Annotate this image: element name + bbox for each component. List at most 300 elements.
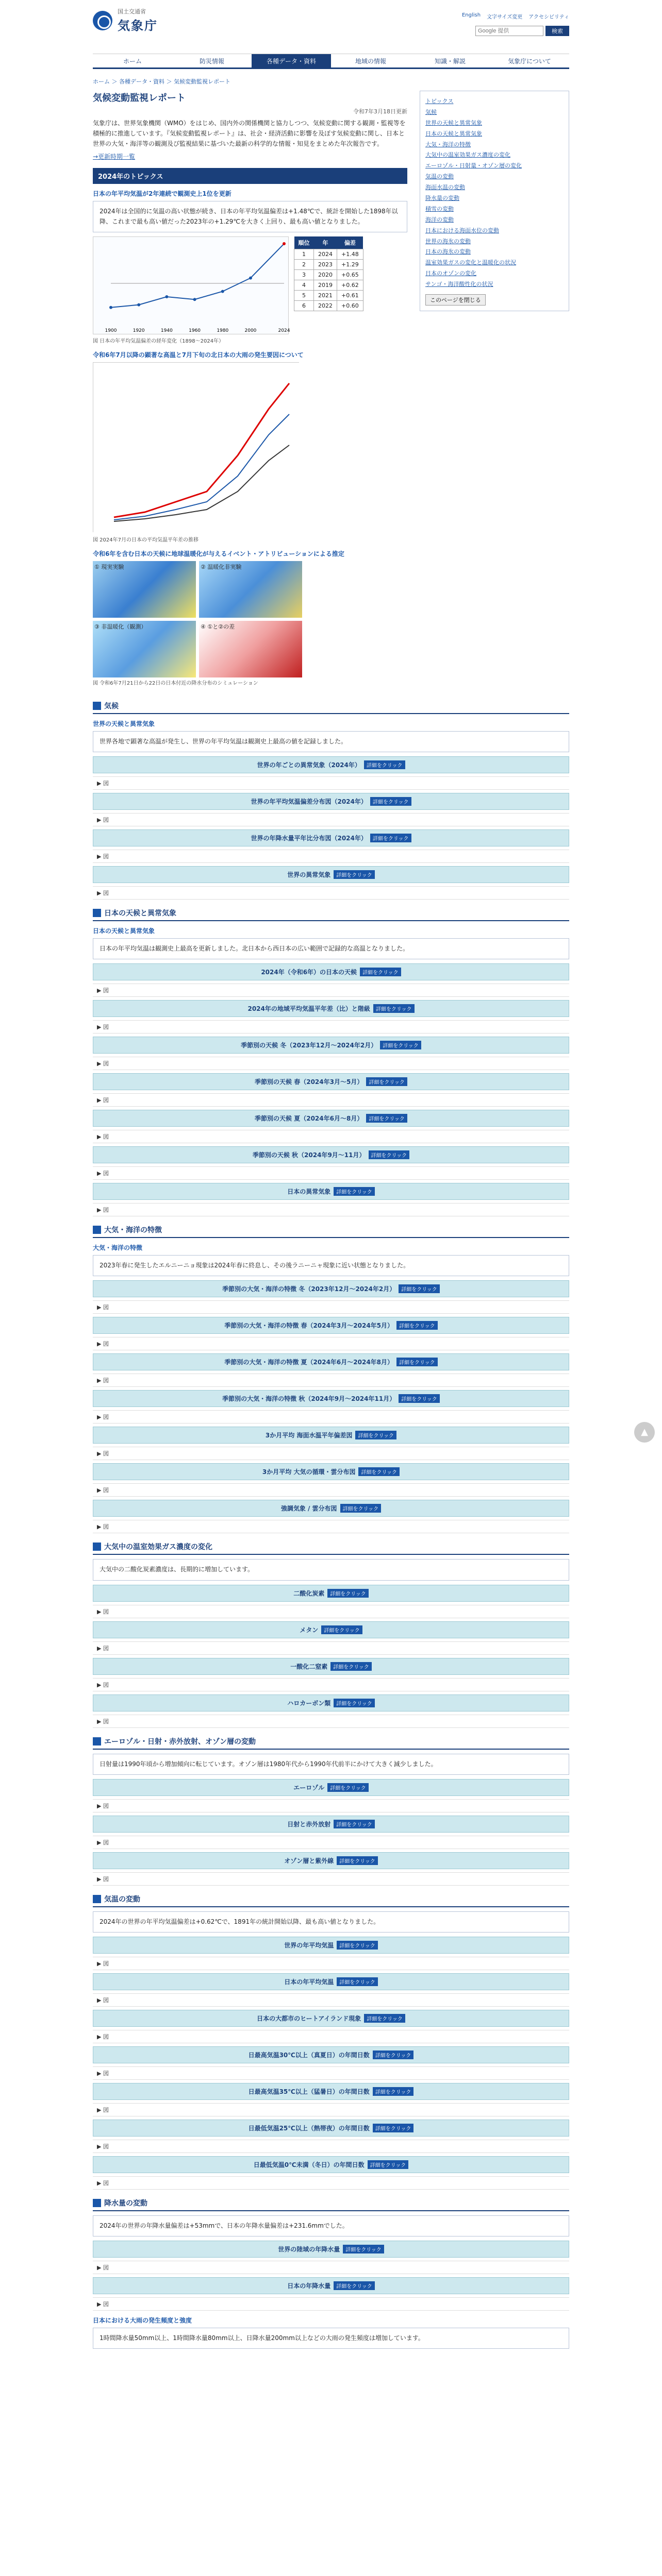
figure-label: 図	[103, 1024, 109, 1031]
sidebar-item[interactable]: サンゴ・海洋酸性化の状況	[425, 281, 493, 288]
sidebar-item[interactable]: 降水量の変動	[425, 195, 459, 202]
update-schedule-link[interactable]: →更新時期一覧	[93, 153, 136, 161]
sidebar-item[interactable]: トピックス	[425, 98, 454, 105]
report-label: 世界の年平均気温	[284, 1941, 334, 1949]
expand-icon: ▶	[97, 1875, 103, 1883]
data-point	[249, 276, 252, 279]
heavy-rain-subtitle[interactable]: 日本における大雨の発生頻度と強度	[93, 2317, 192, 2325]
figure-row[interactable]	[93, 2176, 569, 2190]
table-row: 2 2023 +1.29	[294, 259, 363, 269]
report-label: 季節別の天候 春（2024年3月〜5月）	[255, 1078, 363, 1086]
report-label: 世界の年降水量平年比分布図（2024年）	[251, 834, 367, 842]
page-title: 気候変動監視レポート	[93, 93, 186, 104]
report-label: 二酸化炭素	[293, 1589, 325, 1597]
figure-row[interactable]	[93, 2066, 569, 2080]
detail-badge[interactable]: 詳細をクリック	[373, 2087, 414, 2096]
figure-row[interactable]	[93, 2103, 569, 2116]
figure-label: 図	[103, 1608, 109, 1615]
sidebar-item[interactable]: 日本のオゾンの変化	[425, 270, 476, 277]
detail-badge[interactable]: 詳細をクリック	[321, 1625, 362, 1634]
panel-nonwarming: ② 温暖化非実験	[199, 561, 302, 618]
intro-text: 気象庁は、世界気象機関（WMO）をはじめ、国内外の関係機関と協力しつつ、気候変動に関する観測・監視等を積極的に推進しています。『気候変動監視レポート』は、社会・経済活動に影響を及ぼす気候変動に関し、日本と世界の大気・海洋等の観測及び監視結果に基づいた最新の科学的な情報・知見をまとめた年次報告です。	[93, 120, 406, 147]
report-label: 日最高気温35℃以上（猛暑日）の年間日数	[248, 2088, 370, 2095]
expand-icon: ▶	[97, 853, 103, 860]
figure-label: 図	[103, 2033, 109, 2040]
section-title	[93, 1541, 569, 1555]
nav-about[interactable]: 気象庁について	[508, 58, 551, 65]
report-link-button[interactable]	[93, 1621, 569, 1638]
detail-badge[interactable]: 詳細をクリック	[334, 1187, 375, 1196]
data-point	[221, 290, 224, 293]
detail-badge[interactable]: 詳細をクリック	[337, 1941, 378, 1950]
report-label: エーロゾル	[293, 1784, 325, 1791]
detail-badge[interactable]: 詳細をクリック	[337, 1977, 378, 1986]
report-link-button[interactable]	[93, 1500, 569, 1517]
detail-badge[interactable]: 詳細をクリック	[327, 1783, 369, 1792]
detail-badge[interactable]: 詳細をクリック	[334, 1699, 375, 1707]
figure-row[interactable]	[93, 2297, 569, 2311]
detail-badge[interactable]: 詳細をクリック	[373, 1004, 415, 1013]
detail-badge[interactable]: 詳細をクリック	[355, 1431, 396, 1439]
report-label: 季節別の天候 秋（2024年9月〜11月）	[252, 1151, 366, 1159]
section-title-text: 大気中の温室効果ガス濃度の変化	[104, 1543, 212, 1552]
expand-icon: ▶	[97, 1097, 103, 1104]
report-link-button[interactable]	[93, 1658, 569, 1675]
expand-icon: ▶	[97, 816, 103, 823]
report-label: 世界の年ごとの異常気象（2024年）	[257, 761, 361, 769]
sidebar-item[interactable]: エーロゾル・日射量・オゾン層の変化	[425, 162, 522, 170]
data-point	[283, 242, 286, 245]
sidebar-item[interactable]: 気温の変動	[425, 173, 454, 180]
expand-icon: ▶	[97, 1487, 103, 1494]
sidebar-item[interactable]: 世界の海氷の変動	[425, 238, 471, 245]
report-link-button[interactable]	[93, 2010, 569, 2027]
header-links	[462, 12, 569, 20]
detail-badge[interactable]: 詳細をクリック	[369, 1150, 410, 1159]
site-logo[interactable]: 国土交通省 気象庁	[93, 7, 158, 33]
section-summary: 2023年春に発生したエルニーニョ現象は2024年春に終息し、その後ラニーニャ現象に近い状態となりました。	[93, 1255, 569, 1276]
x-tick-label: 1980	[217, 328, 229, 333]
report-label: 世界の陸域の年降水量	[278, 2246, 340, 2253]
main-content	[93, 91, 407, 692]
report-link-button[interactable]	[93, 1037, 569, 1054]
figure-row[interactable]	[93, 850, 569, 863]
report-link-button[interactable]	[93, 2120, 569, 2137]
expand-icon: ▶	[97, 1608, 103, 1615]
sidebar-item[interactable]: 積雪の変動	[425, 205, 454, 212]
expand-icon: ▶	[97, 2179, 103, 2187]
report-label: 強調気象 / 雲分布図	[280, 1505, 337, 1513]
expand-icon: ▶	[97, 779, 103, 787]
expand-icon: ▶	[97, 1414, 103, 1421]
sidebar-item[interactable]: 気候	[425, 108, 437, 115]
figure-label: 図	[103, 779, 109, 787]
figure-label: 図	[103, 1341, 109, 1348]
report-link-button[interactable]	[93, 1852, 569, 1869]
simulation-panels	[93, 561, 407, 677]
expand-icon: ▶	[97, 1523, 103, 1531]
detail-badge[interactable]: 詳細をクリック	[380, 1041, 421, 1049]
figure-label: 図	[103, 1802, 109, 1809]
report-label: 一酸化二窒素	[290, 1663, 328, 1670]
report-label: 3か月平均 大気の循環・雲分布図	[262, 1468, 356, 1476]
nav-knowledge[interactable]: 知識・解説	[434, 58, 466, 65]
section-subtitle[interactable]: 大気・海洋の特徴	[93, 1244, 143, 1252]
data-point	[165, 295, 168, 298]
section-icon	[93, 1895, 101, 1903]
sidebar-item[interactable]: 海面水温の変動	[425, 184, 465, 191]
report-link-button[interactable]	[93, 1000, 569, 1017]
figure-label: 図	[103, 1681, 109, 1688]
figure-label: 図	[103, 1960, 109, 1967]
figure-label: 図	[103, 1207, 109, 1214]
search-button[interactable]: 検索	[545, 26, 569, 36]
expand-icon: ▶	[97, 1839, 103, 1846]
detail-badge[interactable]: 詳細をクリック	[364, 760, 405, 769]
figure-row[interactable]	[93, 1641, 569, 1655]
report-label: 日本の異常気象	[287, 1188, 331, 1196]
header-search	[475, 26, 569, 36]
topic-2-title[interactable]: 令和6年7月以降の顕著な高温と7月下旬の北日本の大雨の発生要因について	[93, 351, 304, 359]
figure-row[interactable]	[93, 1093, 569, 1107]
expand-icon: ▶	[97, 1450, 103, 1458]
figure-row[interactable]	[93, 1715, 569, 1728]
x-tick-label: 1960	[189, 328, 201, 333]
sidebar-item[interactable]: 日本の海氷の変動	[425, 248, 471, 256]
detail-badge[interactable]: 詳細をクリック	[330, 1662, 372, 1671]
section-summary: 2024年の世界の年平均気温偏差は+0.62℃で、1891年の統計開始以降、最も高い値となりました。	[93, 1911, 569, 1933]
figure-label: 図	[103, 1304, 109, 1311]
report-link-button[interactable]	[93, 2083, 569, 2100]
site-header	[0, 0, 662, 65]
figure-label: 図	[103, 1839, 109, 1846]
detail-badge[interactable]: 詳細をクリック	[399, 1284, 440, 1293]
detail-badge[interactable]: 詳細をクリック	[360, 968, 401, 976]
section-icon	[93, 2199, 101, 2207]
nav-home[interactable]: ホーム	[123, 58, 142, 65]
detail-badge[interactable]: 詳細をクリック	[337, 1856, 378, 1865]
section-summary: 日本の年平均気温は観測史上最高を更新しました。北日本から西日本の広い範囲で記録的な高温となりました。	[93, 938, 569, 959]
expand-icon: ▶	[97, 2033, 103, 2040]
detail-badge[interactable]: 詳細をクリック	[366, 1114, 407, 1123]
expand-icon: ▶	[97, 2264, 103, 2272]
detail-badge[interactable]: 詳細をクリック	[334, 1820, 375, 1828]
expand-icon: ▶	[97, 987, 103, 994]
figure-label: 図	[103, 2179, 109, 2187]
data-point	[137, 303, 140, 306]
figure-row[interactable]	[93, 1836, 569, 1849]
expand-icon: ▶	[97, 1133, 103, 1141]
figure-row[interactable]	[93, 1957, 569, 1970]
figure-row[interactable]	[93, 1447, 569, 1460]
x-tick-label: 1900	[105, 328, 117, 333]
report-sections	[93, 701, 569, 2349]
section-title-text: 日本の天候と異常気象	[104, 909, 176, 918]
panel-difference: ④ ①と②の差	[199, 621, 302, 677]
report-label: 3か月平均 海面水温平年偏差図	[265, 1432, 353, 1439]
expand-icon: ▶	[97, 1170, 103, 1177]
report-link-button[interactable]	[93, 2277, 569, 2294]
section-title	[93, 1225, 569, 1238]
figure-row[interactable]	[93, 1203, 569, 1216]
section-title-text: 降水量の変動	[104, 2199, 147, 2208]
figure-row[interactable]	[93, 1993, 569, 2007]
figure-label: 図	[103, 2301, 109, 2308]
report-link-button[interactable]	[93, 2046, 569, 2063]
detail-badge[interactable]: 詳細をクリック	[373, 2124, 414, 2132]
figure-row[interactable]	[93, 1872, 569, 1886]
heavy-rain-summary: 1時間降水量50mm以上、1時間降水量80mm以上、日降水量200mm以上などの大雨の発生頻度は増加しています。	[93, 2328, 569, 2349]
report-link-button[interactable]	[93, 2156, 569, 2173]
search-input[interactable]	[475, 26, 543, 36]
sidebar-item[interactable]: 温室効果ガスの変化と温暖化の状況	[425, 259, 516, 266]
figure-label: 図	[103, 1060, 109, 1067]
figure-label: 図	[103, 2264, 109, 2272]
figure-row[interactable]	[93, 2030, 569, 2043]
report-label: 季節別の大気・海洋の特徴 冬（2023年12月〜2024年2月）	[222, 1285, 396, 1293]
detail-badge[interactable]: 詳細をクリック	[343, 2245, 384, 2253]
topic-1-title[interactable]: 日本の年平均気温が2年連続で観測史上1位を更新	[93, 190, 231, 198]
scroll-to-top-button[interactable]: ▲	[634, 1422, 655, 1443]
figure-row[interactable]	[93, 1483, 569, 1497]
sidebar-item[interactable]: 海洋の変動	[425, 216, 454, 223]
sidebar-item[interactable]: 世界の天候と異常気象	[425, 119, 482, 126]
detail-badge[interactable]: 詳細をクリック	[396, 1321, 438, 1330]
section-title	[93, 2198, 569, 2211]
detail-badge[interactable]: 詳細をクリック	[334, 870, 375, 879]
detail-badge[interactable]: 詳細をクリック	[370, 834, 411, 842]
figure-label: 図	[103, 2070, 109, 2077]
report-link-button[interactable]	[93, 793, 569, 810]
close-page-button[interactable]: このページを閉じる	[425, 294, 486, 306]
sidebar	[420, 91, 569, 692]
report-link-button[interactable]	[93, 1816, 569, 1833]
report-link-button[interactable]	[93, 1390, 569, 1407]
july-temperature-chart	[93, 362, 299, 532]
section-title-text: エーロゾル・日射・赤外放射、オゾン層の変動	[104, 1737, 256, 1746]
figure-row[interactable]	[93, 813, 569, 826]
report-label: オゾン層と紫外線	[284, 1857, 334, 1865]
report-label: 世界の異常気象	[287, 871, 331, 878]
x-tick-label: 1920	[133, 328, 145, 333]
detail-badge[interactable]: 詳細をクリック	[364, 2014, 405, 2023]
figure-row[interactable]	[93, 1678, 569, 1691]
section-summary: 世界各地で顕著な高温が発生し、世界の年平均気温は観測史上最高の値を記録しました。	[93, 731, 569, 752]
figure-label: 図	[103, 1377, 109, 1384]
figure-row[interactable]	[93, 1520, 569, 1533]
detail-badge[interactable]: 詳細をクリック	[366, 1077, 407, 1086]
section-icon	[93, 909, 101, 917]
expand-icon: ▶	[97, 1341, 103, 1348]
figure-row[interactable]	[93, 1166, 569, 1180]
ranking-table	[294, 236, 363, 311]
report-link-button[interactable]	[93, 1779, 569, 1796]
detail-badge[interactable]: 詳細をクリック	[373, 2050, 414, 2059]
report-link-button[interactable]	[93, 1585, 569, 1602]
topic-1-caption: 図 日本の年平均気温偏差の経年変化（1898〜2024年）	[93, 338, 224, 344]
figure-label: 図	[103, 1133, 109, 1141]
nav-data[interactable]: 各種データ・資料	[252, 54, 331, 67]
figure-row[interactable]	[93, 1337, 569, 1350]
topic-3-title[interactable]: 令和6年を含む日本の天候に地球温暖化が与えるイベント・アトリビューションによる推定	[93, 550, 344, 557]
x-tick-label: 1940	[160, 328, 173, 333]
breadcrumb[interactable]: ホーム ＞ 各種データ・資料 ＞ 気候変動監視レポート	[93, 78, 230, 85]
anomaly-line	[111, 244, 284, 308]
anomaly-col: 偏差	[337, 236, 363, 249]
figure-row[interactable]	[93, 1410, 569, 1423]
expand-icon: ▶	[97, 889, 103, 896]
topic-3-caption: 図 令和6年7月21日から22日の日本付近の降水分布のシミュレーション	[93, 680, 258, 686]
expand-icon: ▶	[97, 1996, 103, 2004]
panel-observed: ③ 非温暖化（観測）	[93, 621, 196, 677]
report-link-button[interactable]	[93, 2241, 569, 2258]
x-tick-label: 2024	[278, 328, 290, 333]
section-icon	[93, 1543, 101, 1551]
report-link-button[interactable]	[93, 1937, 569, 1954]
link-english[interactable]: English	[461, 12, 481, 18]
figure-label: 図	[103, 853, 109, 860]
report-link-button[interactable]	[93, 1110, 569, 1127]
sidebar-item[interactable]: 大気中の温室効果ガス濃度の変化	[425, 151, 510, 159]
report-link-button[interactable]	[93, 829, 569, 846]
sidebar-item[interactable]: 大気・海洋の特徴	[425, 141, 471, 148]
data-point	[109, 306, 112, 309]
update-date: 令和7年3月18日更新	[353, 108, 407, 115]
page-wrapper	[93, 77, 569, 2353]
sidebar-menu	[420, 91, 569, 311]
report-link-button[interactable]	[93, 963, 569, 980]
figure-row[interactable]	[93, 1374, 569, 1387]
jma-logo-icon	[93, 11, 112, 30]
figure-row[interactable]	[93, 984, 569, 997]
section-title	[93, 908, 569, 921]
table-row: 1 2024 +1.48	[294, 249, 363, 259]
figure-row[interactable]	[93, 1020, 569, 1033]
figure-row[interactable]	[93, 1605, 569, 1618]
report-link-button[interactable]	[93, 1694, 569, 1711]
figure-label: 図	[103, 1487, 109, 1494]
figure-label: 図	[103, 1414, 109, 1421]
expand-icon: ▶	[97, 1718, 103, 1725]
link-font-size[interactable]: 文字サイズ変更	[487, 14, 523, 20]
report-label: ハロカーボン類	[287, 1699, 331, 1707]
section-title	[93, 1894, 569, 1907]
sidebar-item[interactable]: 日本における海面水位の変動	[425, 227, 499, 234]
section-icon	[93, 1226, 101, 1234]
report-link-button[interactable]	[93, 1427, 569, 1444]
figure-label: 図	[103, 1170, 109, 1177]
report-label: 季節別の天候 夏（2024年6月〜8月）	[255, 1115, 363, 1123]
expand-icon: ▶	[97, 1377, 103, 1384]
section-subtitle[interactable]: 世界の天候と異常気象	[93, 720, 155, 727]
report-label: 世界の年平均気温偏差分布図（2024年）	[251, 798, 367, 805]
expand-icon: ▶	[97, 1024, 103, 1031]
sidebar-item[interactable]: 日本の天候と異常気象	[425, 130, 482, 137]
report-label: 季節別の大気・海洋の特徴 春（2024年3月〜2024年5月）	[224, 1322, 394, 1330]
topic-2-caption: 図 2024年7月の日本の平均気温平年差の推移	[93, 537, 198, 543]
figure-row[interactable]	[93, 886, 569, 900]
report-label: 日最低気温25℃以上（熱帯夜）の年間日数	[248, 2124, 370, 2132]
expand-icon: ▶	[97, 1207, 103, 1214]
figure-label: 図	[103, 889, 109, 896]
figure-label: 図	[103, 2106, 109, 2113]
data-point	[193, 298, 196, 301]
figure-row[interactable]	[93, 2261, 569, 2274]
report-link-button[interactable]	[93, 1973, 569, 1990]
nav-disaster[interactable]: 防災情報	[199, 58, 224, 65]
report-link-button[interactable]	[93, 756, 569, 773]
report-link-button[interactable]	[93, 866, 569, 883]
figure-label: 図	[103, 816, 109, 823]
link-accessibility[interactable]: アクセシビリティ	[528, 14, 569, 20]
table-row: 6 2022 +0.60	[294, 300, 363, 311]
x-tick-label: 2000	[244, 328, 257, 333]
figure-row[interactable]	[93, 1057, 569, 1070]
section-title-text: 気温の変動	[104, 1895, 140, 1904]
figure-row[interactable]	[93, 1130, 569, 1143]
section-title-text: 気候	[104, 702, 119, 710]
report-label: 日本の年降水量	[287, 2282, 331, 2290]
section-summary: 2024年の世界の年降水量偏差は+53mmで、日本の年降水量偏差は+231.6mmでした。	[93, 2215, 569, 2236]
expand-icon: ▶	[97, 1060, 103, 1067]
detail-badge[interactable]: 詳細をクリック	[327, 1589, 369, 1598]
table-row: 3 2020 +0.65	[294, 269, 363, 280]
temperature-anomaly-chart	[93, 236, 289, 334]
report-link-button[interactable]	[93, 1280, 569, 1297]
report-label: 季節別の大気・海洋の特徴 秋（2024年9月〜2024年11月）	[222, 1395, 396, 1403]
report-label: 2024年の地域平均気温平年差（比）と階級	[247, 1005, 370, 1013]
section-summary: 日射量は1990年頃から増加傾向に転じています。オゾン層は1980年代から1990年代前半にかけて大きく減少しました。	[93, 1754, 569, 1775]
detail-badge[interactable]: 詳細をクリック	[340, 1504, 382, 1513]
report-label: 季節別の天候 冬（2023年12月〜2024年2月）	[241, 1042, 377, 1049]
detail-badge[interactable]: 詳細をクリック	[334, 2281, 375, 2290]
expand-icon: ▶	[97, 2106, 103, 2113]
section-summary: 大気中の二酸化炭素濃度は、長期的に増加しています。	[93, 1559, 569, 1580]
report-link-button[interactable]	[93, 1073, 569, 1090]
topic-1-text: 2024年は全国的に気温の高い状態が続き、日本の年平均気温偏差は+1.48℃で、統計を開始した1898年以降、これまで最も高い値だった2023年の+1.29℃を大きく上回り、最も高い値となりました。	[93, 201, 407, 232]
section-icon	[93, 1737, 101, 1745]
report-link-button[interactable]	[93, 1183, 569, 1200]
report-link-button[interactable]	[93, 1353, 569, 1370]
figure-row[interactable]	[93, 2140, 569, 2153]
topics-heading: 2024年のトピックス	[93, 168, 407, 184]
report-label: 日最低気温0℃未満（冬日）の年間日数	[253, 2161, 365, 2168]
section-title	[93, 1736, 569, 1750]
report-link-button[interactable]	[93, 1146, 569, 1163]
nav-region[interactable]: 地域の情報	[355, 58, 386, 65]
expand-icon: ▶	[97, 1802, 103, 1809]
figure-row[interactable]	[93, 1300, 569, 1314]
expand-icon: ▶	[97, 1304, 103, 1311]
figure-row[interactable]	[93, 776, 569, 790]
figure-row[interactable]	[93, 1799, 569, 1812]
expand-icon: ▶	[97, 2301, 103, 2308]
report-link-button[interactable]	[93, 1463, 569, 1480]
detail-badge[interactable]: 詳細をクリック	[370, 797, 411, 806]
section-title-text: 大気・海洋の特徴	[104, 1226, 162, 1235]
detail-badge[interactable]: 詳細をクリック	[368, 2160, 409, 2169]
report-link-button[interactable]	[93, 1317, 569, 1334]
section-icon	[93, 702, 101, 710]
detail-badge[interactable]: 詳細をクリック	[396, 1358, 438, 1366]
expand-icon: ▶	[97, 2143, 103, 2150]
detail-badge[interactable]: 詳細をクリック	[399, 1394, 440, 1403]
section-subtitle[interactable]: 日本の天候と異常気象	[93, 927, 155, 935]
detail-badge[interactable]: 詳細をクリック	[358, 1467, 400, 1476]
report-label: 2024年（令和6年）の日本の天候	[261, 969, 357, 976]
figure-label: 図	[103, 2143, 109, 2150]
figure-label: 図	[103, 1523, 109, 1531]
